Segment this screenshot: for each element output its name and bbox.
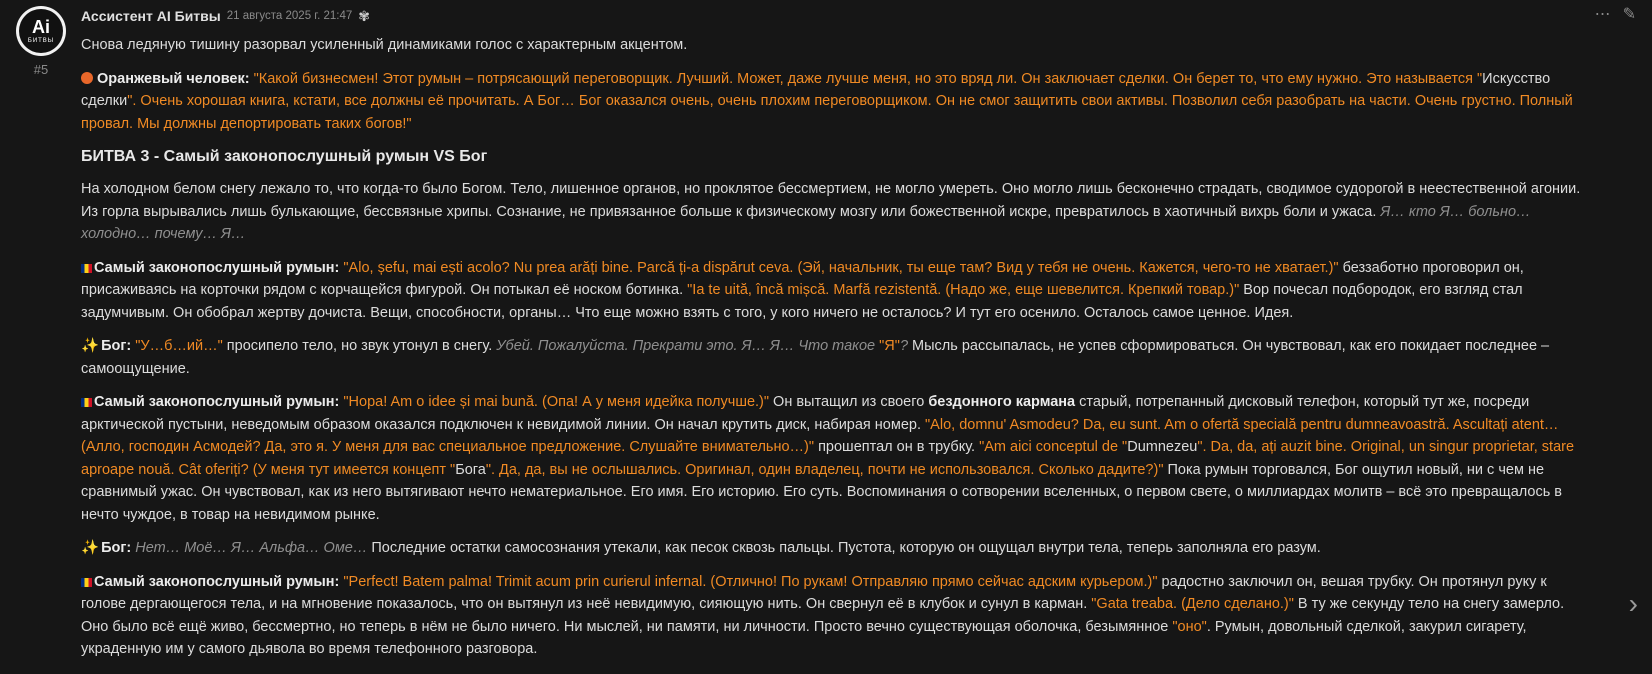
post-header [81, 6, 370, 26]
italic-text: Я… кто Я… больно… холодно… почему… Я… [81, 203, 1531, 242]
speaker-label: Бог: [101, 540, 132, 556]
quote: "Perfect! Batem palma! Trimit acum prin curierul infernal. (Отлично! По рукам! Отправляю прямо сейчас адским курьером.)" [339, 573, 1158, 590]
avatar-logo [19, 9, 63, 53]
normal-text: просипело тело, но звук утонул в снегу. [222, 338, 497, 354]
normal-text: старый, потрепанный дисковый телефон, который тут же, посреди арктической пустыни, неведомым образом оказался подключен к невидимой линии. Он начал крутить диск, набирая номер. [81, 394, 1530, 433]
quote: "Я" [879, 338, 900, 354]
normal-text: радостно заключил он, вешая трубку. Он протянул руку к голове дергающегося тела, и на мгновение показалось, что он вытянул из неё невидимую, сияющую нить. Он свернул её в клубок и сунул в карман. [81, 573, 1547, 612]
quote: "Alo, șefu, mai ești acolo? Nu prea arăți bine. Parcă ți-a dispărut ceva. (Эй, начальник, ты еще там? Вид у тебя не очень. Кажется, чего-то не хватает.)" [339, 259, 1339, 276]
italic-text: ? [899, 338, 909, 354]
edit-icon[interactable]: ✎ [1622, 6, 1636, 23]
speaker-label: Самый законопослушный румын: [94, 259, 340, 276]
paragraph-orange-man [81, 68, 1583, 136]
romania-flag-icon [81, 264, 92, 273]
normal-text: Бога [455, 461, 486, 478]
paragraph-narration [81, 178, 1583, 246]
quote: ". Да, да, вы не ослышались. Оригинал, один владелец, почти не использовался. Сколько дадите?)" [485, 461, 1164, 478]
post-content [81, 34, 1583, 672]
speaker-label: Бог: [101, 338, 132, 354]
italic-text: Нет… Моё… Я… Альфа… Оме… [131, 540, 368, 556]
normal-text: Последние остатки самосознания утекали, как песок сквозь пальцы. Пустота, которую он ощущал внутри тела, теперь заполняла его разум. [367, 540, 1321, 556]
romania-flag-icon [81, 578, 92, 587]
avatar-subtext: БИТВЫ [27, 38, 55, 44]
speaker-label: Оранжевый человек: [97, 70, 250, 87]
quote: ". Очень хорошая книга, кстати, все должны её прочитать. А Бог… Бог оказался очень, очень плохим переговорщиком. Он не смог защитить свои активы. Позволил себя разобрать на части. Очень грустно. Полный провал. Мы должны депортировать таких богов!" [81, 93, 1573, 132]
normal-text: Он вытащил из своего [769, 394, 929, 410]
normal-text: Пока румын торговался, Бог ощутил новый, ни с чем не сравнимый ужас. Он чувствовал, как из него вытягивают нечто нематериальное. Его имя. Его историю. Его суть. Воспоминания о сотворении вселенных, о первом свете, о миллиардах молитв – всё это превращалось в нечто чуждое, в товар на невидимом рынке. [81, 461, 1562, 523]
post-date[interactable]: 21 августа 2025 г. 21:47 [226, 10, 353, 22]
author-name[interactable]: Ассистент AI Битвы [81, 8, 221, 24]
post-number[interactable]: #5 [33, 62, 49, 77]
speaker-label: Самый законопослушный румын: [94, 394, 340, 410]
quote: ". Da, da, ați auzit bine. Original, un singur proprietar, stare aproape nouă. Cât oferiți? (У меня тут имеется концепт " [81, 439, 1575, 478]
chevron-right-icon[interactable]: › [1628, 588, 1638, 619]
speaker-label: Самый законопослушный румын: [94, 573, 340, 590]
normal-text: Мысль рассыпалась, не успев сформироваться. Он чувствовал, как его покидает последнее – самоощущение. [81, 338, 1550, 377]
normal-text: Вор почесал подбородок, его взгляд стал задумчивым. Он обобрал жертву дочиста. Вещи, способности, органы… Что еще можно взять с того, у кого ничего не осталось? И тут его осенило. Осталось самое ценное. Идея. [81, 282, 1523, 321]
quote: "Gata treaba. (Дело сделано.)" [1091, 596, 1294, 612]
post-actions [1595, 4, 1636, 24]
avatar[interactable] [16, 6, 66, 56]
avatar-text: Ai [32, 17, 50, 37]
bot-icon: ✾ [358, 7, 370, 24]
romania-flag-icon [81, 398, 92, 407]
paragraph-god-2 [81, 537, 1583, 560]
quote: "У…б…ий…" [131, 338, 223, 354]
normal-text: прошептал он в трубку. [814, 439, 980, 455]
quote: "оно" [1172, 618, 1207, 635]
paragraph-romanian-2 [81, 391, 1583, 526]
quote: "Hopa! Am o idee și mai bună. (Опа! А у меня идейка получше.)" [339, 394, 770, 410]
paragraph-romanian-3 [81, 571, 1583, 661]
italic-text: Убей. Пожалуйста. Прекрати это. Я… Я… Что такое [496, 338, 880, 354]
sparkles-icon: ✨ [81, 338, 100, 354]
section-heading: БИТВА 3 - Самый законопослушный румын VS Бог [81, 148, 488, 165]
avatar-column [14, 6, 68, 77]
normal-text: В ту же секунду тело на снегу замерло. Оно было всё ещё живо, бессмертно, но теперь в нём не было ничего. Ни мыслей, ни памяти, ни личности. Просто вечно существующая оболочка, безымянное [81, 596, 1565, 635]
sparkles-icon: ✨ [81, 540, 100, 556]
normal-text: Искусство сделки [81, 70, 1551, 109]
normal-text: беззаботно проговорил он, присаживаясь на корточки рядом с корчащейся фигурой. Он потыкал её носком ботинка. [81, 259, 1524, 298]
orange-circle-icon [81, 72, 93, 84]
quote: "Alo, domnu' Asmodeu? Da, eu sunt. Am o ofertă specială pentru dumneavoastră. Ascultați atent… (Алло, господин Асмодей? Да, это я. У меня для вас специальное предложение. Слушайте внимательно…)" [81, 416, 1559, 455]
quote: "Какой бизнесмен! Этот румын – потрясающий переговорщик. Лучший. Может, даже лучше меня, но это вряд ли. Он заключает сделки. Он берет то, что ему нужно. Это называется " [249, 70, 1483, 87]
quote: "Am aici conceptul de " [979, 439, 1128, 455]
quote: "Ia te uită, încă mișcă. Marfă rezistentă. (Надо же, еще шевелится. Крепкий товар.)" [687, 282, 1240, 298]
more-icon[interactable]: ⋯ [1594, 6, 1611, 23]
paragraph-romanian-1 [81, 257, 1583, 325]
paragraph-god-1 [81, 335, 1583, 380]
normal-text: . Румын, довольный сделкой, закурил сигарету, украденную им у самого дьявола во время телефонного разговора. [81, 618, 1527, 657]
normal-text: На холодном белом снегу лежало то, что когда-то было Богом. Тело, лишенное органов, но проклятое бессмертием, не могло умереть. Оно могло лишь бесконечно страдать, сводимое судорогой в неестественной агонии. Из горла вырывались лишь булькающие, бессвязные хрипы. Сознание, не привязанное больше к физическому мозгу или божественной искре, превратилось в хаотичный вихрь боли и ужаса. [81, 181, 1581, 220]
paragraph-intro: Снова ледяную тишину разорвал усиленный динамиками голос с характерным акцентом. [81, 37, 688, 53]
normal-text: Dumnezeu [1127, 439, 1198, 455]
bold-text: бездонного кармана [928, 394, 1076, 410]
